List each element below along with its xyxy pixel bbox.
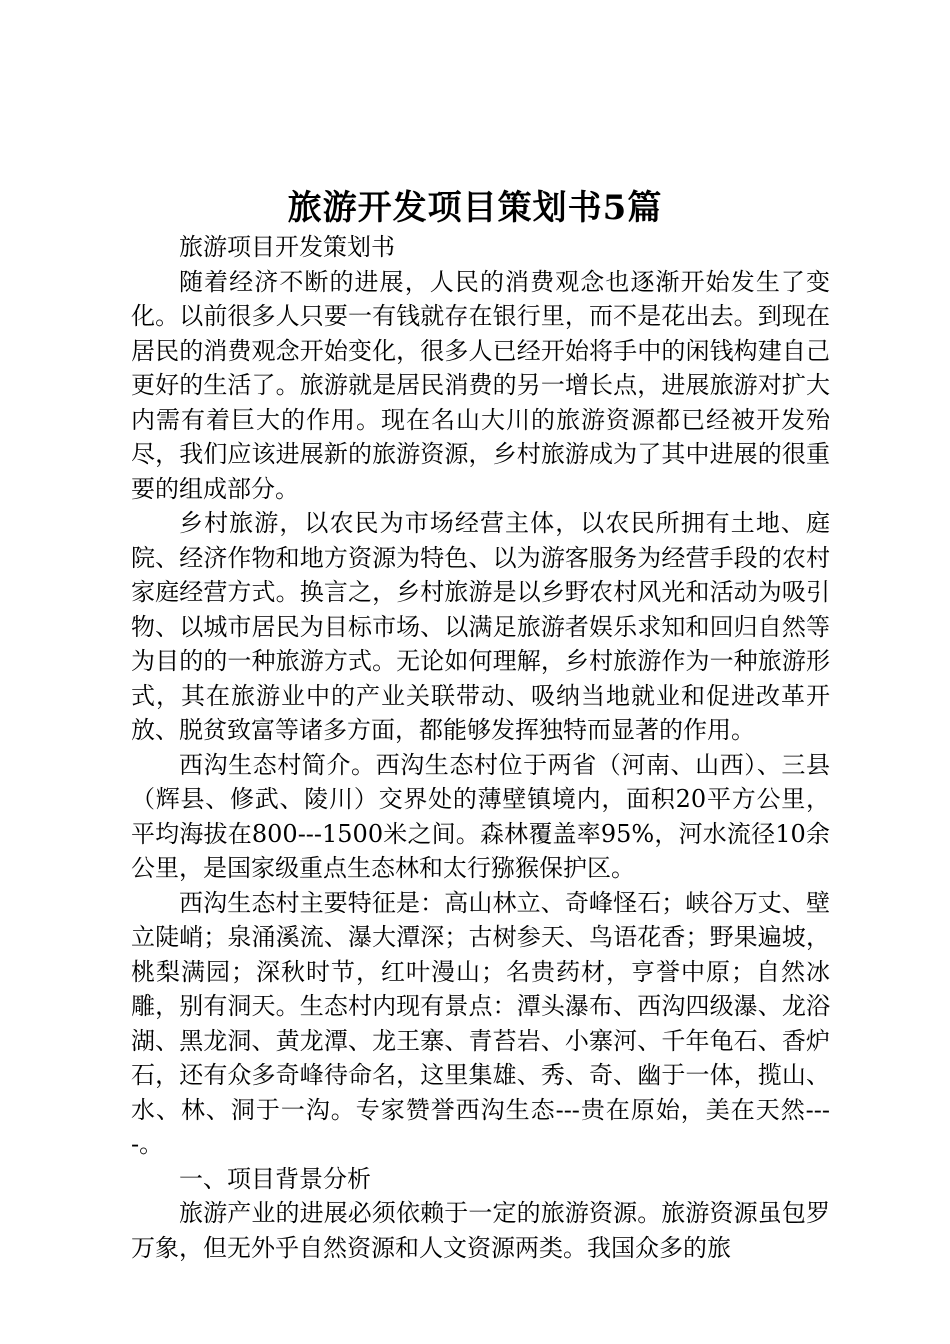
document-body (131, 230, 830, 1265)
paragraph-consumption-background: 随着经济不断的进展，人民的消费观念也逐渐开始发生了变化。以前很多人只要一有钱就存在银行里，而不是花出去。到现在居民的消费观念开始变化，很多人已经开始将手中的闲钱构建自己更好的生活了。旅游就是居民消费的另一增长点，进展旅游对扩大内需有着巨大的作用。现在名山大川的旅游资源都已经被开发殆尽，我们应该进展新的旅游资源，乡村旅游成为了其中进展的很重要的组成部分。 (131, 267, 830, 503)
section-heading-background-analysis: 一、项目背景分析 (179, 1164, 371, 1193)
paragraph-xigou-features: 西沟生态村主要特征是：高山林立、奇峰怪石；峡谷万丈、壁立陡峭；泉涌溪流、瀑大潭深；古树参天、鸟语花香；野果遍坡，桃梨满园；深秋时节，红叶漫山；名贵药材，亨誉中原；自然冰雕，别有洞天。生态村内现有景点：潭头瀑布、西沟四级瀑、龙浴湖、黑龙洞、黄龙潭、龙王寨、青苔岩、小寨河、千年龟石、香炉石，还有众多奇峰待命名，这里集雄、秀、奇、幽于一体，揽山、水、林、洞于一沟。专家赞誉西沟生态---贵在原始，美在天然----。 (131, 888, 830, 1158)
paragraph-rural-tourism-definition: 乡村旅游，以农民为市场经营主体，以农民所拥有土地、庭院、经济作物和地方资源为特色、以为游客服务为经营手段的农村家庭经营方式。换言之，乡村旅游是以乡野农村风光和活动为吸引物、以城市居民为目标市场、以满足旅游者娱乐求知和回归自然等为目的的一种旅游方式。无论如何理解，乡村旅游作为一种旅游形式，其在旅游业中的产业关联带动、吸纳当地就业和促进改革开放、脱贫致富等诸多方面，都能够发挥独特而显著的作用。 (131, 509, 830, 744)
document-title: 旅游开发项目策划书5篇 (287, 188, 663, 228)
paragraph-tourism-resources: 旅游产业的进展必须依赖于一定的旅游资源。旅游资源虽包罗万象，但无外乎自然资源和人文资源两类。我国众多的旅 (131, 1199, 830, 1262)
paragraph-xigou-introduction: 西沟生态村简介。西沟生态村位于两省（河南、山西）、三县（辉县、修武、陵川）交界处的薄壁镇境内，面积20平方公里，平均海拔在800---1500米之间。森林覆盖率95%，河水流径10余公里，是国家级重点生态林和太行猕猴保护区。 (131, 750, 830, 882)
section-heading-project-plan: 旅游项目开发策划书 (179, 233, 395, 261)
